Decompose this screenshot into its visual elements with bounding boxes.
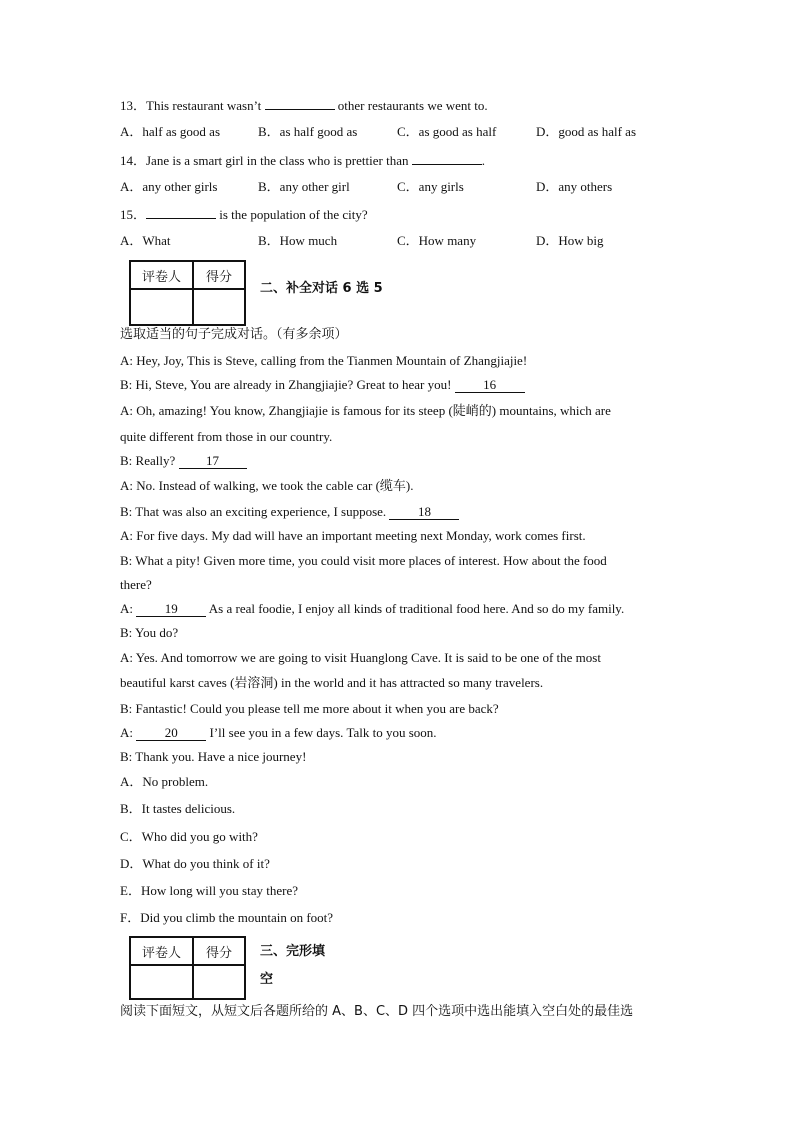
blank-18: 18 [389,505,459,520]
reviewer-label-2: 评卷人 [130,937,193,965]
dialog-line-4: quite different from those in our country. [120,429,333,444]
reviewer-cell-2[interactable] [130,965,193,999]
dialog-line-16 [120,725,437,741]
score-box-section2 [129,260,246,326]
dialog-line-13: A: Yes. And tomorrow we are going to visit Huanglong Cave. It is said to be one of the most [120,650,601,665]
dialog-line-2 [120,377,525,393]
score-cell-2[interactable] [193,965,245,999]
dialog-line-6: A: No. Instead of walking, we took the cable car (缆车). [120,478,414,493]
blank-19: 19 [136,602,206,617]
q15-option-a: A．What [120,233,171,248]
dialog-line-11-end: As a real foodie, I enjoy all kinds of traditional food here. And so do my family. [206,601,625,616]
reviewer-cell[interactable] [130,289,193,325]
q14-option-d: D．any others [536,179,613,194]
q13-option-b: B．as half good as [258,124,358,139]
q15-option-c: C．How many [397,233,477,248]
q15-blank [146,206,216,219]
dialog-line-9: B: What a pity! Given more time, you could visit more places of interest. How about the food [120,553,607,568]
dialog-line-11 [120,601,624,617]
dialog-line-5-text: B: Really? [120,453,179,468]
dialog-line-16-end: I’ll see you in a few days. Talk to you soon. [206,725,437,740]
reviewer-label: 评卷人 [130,261,193,289]
q13-option-c: C．as good as half [397,124,497,139]
section3-title-line2: 空 [260,972,274,987]
dialog-line-14: beautiful karst caves (岩溶洞) in the world and it has attracted so many travelers. [120,675,544,690]
q13-blank [265,97,335,110]
score-cell[interactable] [193,289,245,325]
q13-stem-start: 13．This restaurant wasn’t [120,98,262,113]
q15-option-d: D．How big [536,233,604,248]
blank-17: 17 [179,454,247,469]
dialog-line-7-text: B: That was also an exciting experience, I suppose. [120,504,390,519]
score-label: 得分 [193,261,245,289]
dialog-line-11-start: A: [120,601,137,616]
blank-20: 20 [136,726,206,741]
dialog-line-1: A: Hey, Joy, This is Steve, calling from the Tianmen Mountain of Zhangjiajie! [120,353,528,368]
section3-title-line1: 三、完形填 [260,944,326,959]
choice-a: A．No problem. [120,774,209,789]
q13-option-a: A．half as good as [120,124,221,139]
q15-option-b: B．How much [258,233,338,248]
dialog-line-17: B: Thank you. Have a nice journey! [120,749,307,764]
q14-stem-start: 14．Jane is a smart girl in the class who is prettier than [120,153,409,168]
score-label-2: 得分 [193,937,245,965]
score-box-section3 [129,936,246,1000]
q15-stem [120,206,368,223]
q13-stem [120,97,488,114]
q14-option-a: A．any other girls [120,179,218,194]
q14-blank [412,152,482,165]
dialog-line-12: B: You do? [120,625,179,640]
section3-instruction: 阅读下面短文，从短文后各题所给的 A、B、C、D 四个选项中选出能填入空白处的最佳选 [120,1004,634,1019]
choice-b: B．It tastes delicious. [120,801,236,816]
dialog-line-15: B: Fantastic! Could you please tell me more about it when you are back? [120,701,499,716]
dialog-line-5 [120,453,247,469]
q14-option-b: B．any other girl [258,179,350,194]
dialog-line-3: A: Oh, amazing! You know, Zhangjiajie is famous for its steep (陡峭的) mountains, which are [120,403,611,418]
dialog-line-7 [120,504,459,520]
choice-d: D．What do you think of it? [120,856,270,871]
q14-stem [120,152,485,169]
q15-stem-end: is the population of the city? [219,207,368,222]
q15-number: 15． [120,207,147,222]
blank-16: 16 [455,378,525,393]
choice-c: C．Who did you go with? [120,829,258,844]
dialog-line-16-start: A: [120,725,137,740]
dialog-line-10: there? [120,577,152,592]
section2-title: 二、补全对话 6 选 5 [260,281,383,296]
choice-e: E．How long will you stay there? [120,883,298,898]
q13-option-d: D．good as half as [536,124,637,139]
dialog-line-2-text: B: Hi, Steve, You are already in Zhangjiajie? Great to hear you! [120,377,455,392]
section2-instruction: 选取适当的句子完成对话。（有多余项） [120,327,348,342]
choice-f: F．Did you climb the mountain on foot? [120,910,334,925]
dialog-line-8: A: For five days. My dad will have an important meeting next Monday, work comes first. [120,528,586,543]
q14-option-c: C．any girls [397,179,464,194]
q13-stem-end: other restaurants we went to. [337,98,488,113]
q14-stem-end: . [481,153,485,168]
